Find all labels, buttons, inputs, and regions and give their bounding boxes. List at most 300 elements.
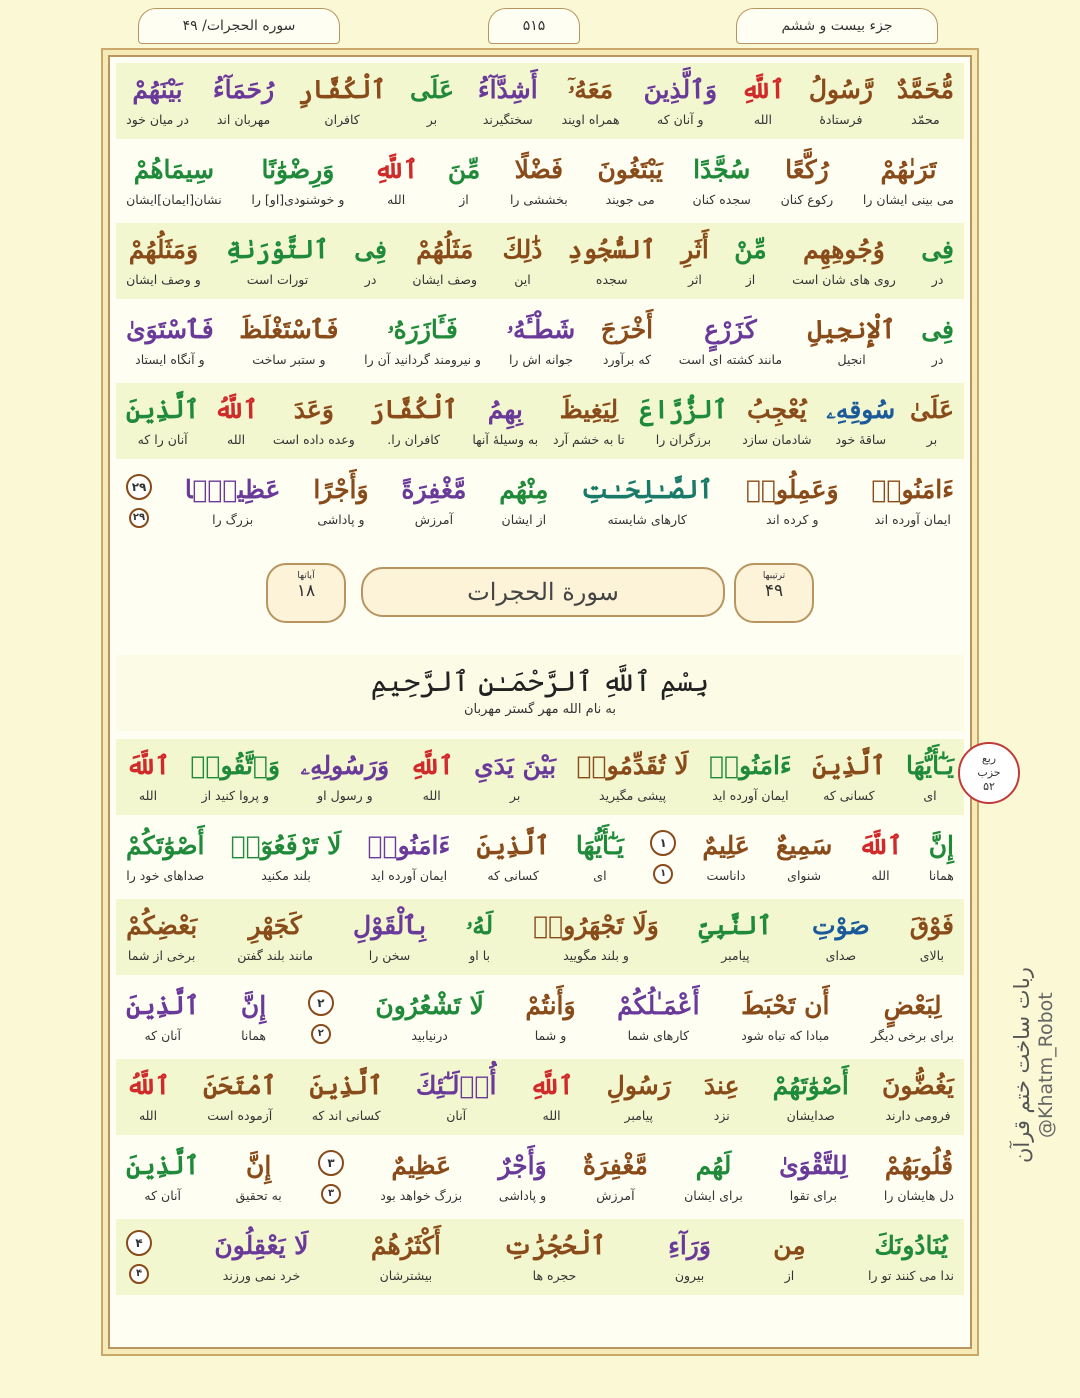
word-pair: [126, 819, 205, 895]
surah-verses-box: آیاتها ۱۸: [266, 563, 346, 623]
persian-translation: رکوع کنان: [780, 192, 834, 207]
persian-translation: کافران را.: [387, 432, 440, 447]
persian-translation: همانا: [928, 868, 954, 883]
persian-translation: و شما: [534, 1028, 567, 1043]
persian-translation: و پروا کنید از: [201, 788, 269, 803]
word-pair: [530, 1059, 574, 1135]
arabic-word: ٱلْحُجُرَٰتِ: [503, 1231, 606, 1260]
verse-row: [116, 1139, 964, 1215]
arabic-word: وَعَمِلُوا۟: [745, 475, 839, 504]
word-pair: [375, 979, 484, 1055]
arabic-word: عَظِيمٌ: [391, 1151, 452, 1180]
arabic-word: فِى: [921, 315, 954, 344]
persian-translation: در: [931, 272, 944, 287]
word-pair: [568, 223, 656, 299]
persian-translation: نزد: [713, 1108, 730, 1123]
persian-translation: ندا می کنند تو را: [867, 1268, 954, 1283]
arabic-word: فِى: [354, 235, 387, 264]
word-pair: [499, 463, 548, 539]
persian-translation: حجره ها: [532, 1268, 577, 1283]
persian-translation: پیامبر: [624, 1108, 653, 1123]
word-pair: [812, 899, 870, 975]
arabic-word: ٱلَّذِينَ: [309, 1071, 383, 1100]
surah-verses: ۱۸: [296, 581, 316, 601]
persian-translation: مانند بلند گفتن: [237, 948, 314, 963]
word-pair: [237, 899, 313, 975]
arabic-word: فَـَٔازَرَهُۥ: [387, 315, 458, 344]
juz-label: جزء بیست و ششم: [736, 8, 938, 44]
verse-row: [116, 223, 964, 299]
arabic-word: ٱلَّذِينَ: [126, 1151, 200, 1180]
persian-translation: بالای: [919, 948, 944, 963]
word-pair: [301, 739, 390, 815]
persian-translation: مبادا که تباه شود: [741, 1028, 830, 1043]
persian-translation: در میان خود: [126, 112, 189, 127]
arabic-word: مِّنْ: [734, 235, 767, 264]
persian-translation: صدایشان: [786, 1108, 835, 1123]
persian-translation: بخششی را: [509, 192, 568, 207]
persian-translation: و کرده اند: [766, 512, 819, 527]
word-pair: [859, 819, 903, 895]
persian-translation: آنان که: [144, 1028, 182, 1043]
word-pair: [699, 899, 772, 975]
word-pair: [273, 383, 355, 459]
arabic-word: ٱلَّذِينَ: [812, 751, 886, 780]
persian-translation: درنیابید: [411, 1028, 448, 1043]
arabic-word: أَخْرَجَ: [600, 315, 654, 344]
arabic-word: فَٱسْتَغْلَظَ: [239, 315, 339, 344]
surah-title: سورة الحجرات: [361, 567, 725, 617]
persian-translation: بر: [509, 788, 521, 803]
verse-row: [116, 739, 964, 815]
arabic-word: مَعَهُۥٓ: [568, 75, 614, 104]
arabic-word: ٱللَّهِ: [409, 751, 454, 780]
word-pair: [921, 223, 954, 299]
arabic-word: وَلَا تَجْهَرُوا۟: [533, 911, 659, 940]
arabic-word: وَأَجْرًا: [313, 475, 369, 504]
persian-translation: آمرزش: [414, 512, 454, 527]
arabic-word: ٱلزُّرَّاعَ: [639, 395, 728, 424]
arabic-word: ٱلصَّـٰلِحَـٰتِ: [581, 475, 714, 504]
persian-translation: تورات است: [246, 272, 309, 287]
persian-translation: مهربان اند: [216, 112, 271, 127]
bismillah-translation: به نام الله مهر گستر مهربان: [464, 702, 616, 717]
arabic-word: فَوْقَ: [909, 911, 954, 940]
persian-translation: می جویند: [605, 192, 655, 207]
arabic-word: يَـٰٓأَيُّهَا: [575, 831, 624, 860]
word-pair: [781, 143, 834, 219]
persian-translation: سخن را: [368, 948, 411, 963]
word-pair: [809, 63, 873, 139]
persian-translation: و پاداشی: [498, 1188, 547, 1203]
arabic-word: يُعْجِبُ: [747, 395, 807, 424]
word-pair: [533, 899, 659, 975]
arabic-word: ٱللَّهُ: [126, 1071, 170, 1100]
word-pair: [773, 1059, 849, 1135]
arabic-word: ذَٰلِكَ: [502, 235, 543, 264]
word-pair: [607, 1059, 671, 1135]
arabic-word: إِنَّ: [246, 1151, 272, 1180]
surah-order-box: ترتیبها ۴۹: [734, 563, 814, 623]
persian-translation: شنوای: [787, 868, 822, 883]
ayah-number: ۱: [650, 830, 676, 856]
word-pair: [871, 979, 954, 1055]
persian-translation: آزموده است: [207, 1108, 273, 1123]
arabic-word: وَأَجْرٌ: [498, 1151, 547, 1180]
bismillah: [116, 655, 964, 731]
persian-translation: محمّد: [911, 112, 940, 127]
arabic-word: مَّغْفِرَةٌ: [582, 1151, 648, 1180]
watermark-title: ربات ساخت ختم قرآن: [1010, 967, 1034, 1163]
arabic-word: أَشِدَّآءُ: [477, 75, 538, 104]
persian-translation: کارهای شما: [627, 1028, 690, 1043]
arabic-word: أَكْثَرُهُمْ: [370, 1231, 441, 1260]
persian-translation: همانا: [241, 1028, 267, 1043]
word-pair: [416, 1059, 497, 1135]
word-pair: [226, 223, 329, 299]
arabic-word: شَطْـَٔهُۥ: [506, 315, 576, 344]
word-pair: [679, 303, 782, 379]
arabic-word: لَا تَشْعُرُونَ: [375, 991, 484, 1020]
word-pair: [617, 979, 699, 1055]
page-number: ۵۱۵: [488, 8, 580, 44]
surah-banner: [116, 549, 964, 637]
word-pair: [203, 1059, 276, 1135]
arabic-word: صَوْتِ: [812, 911, 870, 940]
arabic-word: ٱلنَّبِىِّ: [698, 911, 773, 940]
persian-translation: بیرون: [674, 1268, 705, 1283]
persian-translation: وعده داده است: [272, 432, 355, 447]
arabic-word: فَٱسْتَوَىٰ: [126, 315, 214, 344]
arabic-word: كَجَهْرِ: [248, 911, 302, 940]
persian-translation: ای: [923, 788, 937, 803]
persian-translation: که برآورد: [602, 352, 652, 367]
persian-translation: و ستبر ساخت: [252, 352, 326, 367]
word-pair: [742, 383, 811, 459]
arabic-word: وَأَنتُمْ: [525, 991, 576, 1020]
verse-row: [116, 1219, 964, 1295]
word-pair: [910, 899, 954, 975]
word-pair: [214, 1219, 308, 1295]
verse-row: [116, 63, 964, 139]
persian-translation: و رسول او: [317, 788, 373, 803]
verse-rows-bottom: [110, 739, 970, 1299]
arabic-word: سَمِيعٌ: [776, 831, 833, 860]
arabic-word: ٱللَّهِ: [740, 75, 785, 104]
word-pair: [239, 303, 338, 379]
word-pair: [474, 739, 556, 815]
arabic-word: سُوقِهِۦ: [826, 395, 896, 424]
word-pair: [746, 463, 839, 539]
surah-order: ۴۹: [764, 581, 784, 601]
persian-translation: روی های شان است: [792, 272, 896, 287]
persian-translation: و نیرومند گردانید آن را: [364, 352, 482, 367]
watermark: [1010, 880, 1070, 1250]
word-pair: [863, 143, 954, 219]
arabic-word: ءَامَنُوا۟: [871, 475, 954, 504]
word-pair: [884, 1139, 954, 1215]
persian-translation: ایمان آورده اند: [874, 512, 951, 527]
persian-translation: بلند مکنید: [261, 868, 311, 883]
word-pair: [354, 223, 387, 299]
word-pair: [412, 223, 477, 299]
word-pair: [773, 1219, 805, 1295]
arabic-word: فِى: [921, 235, 954, 264]
persian-translation: مانند کشته ای است: [678, 352, 783, 367]
verse-row: [116, 819, 964, 895]
persian-translation: برای ایشان: [684, 1188, 743, 1203]
persian-translation: الله: [871, 868, 890, 883]
word-pair: [741, 979, 829, 1055]
arabic-word: مِنْهُم: [499, 475, 549, 504]
hizb-marker: ربع حزب ۵۲: [958, 742, 1020, 804]
word-pair: [929, 819, 954, 895]
arabic-word: لَا تُقَدِّمُوا۟: [576, 751, 689, 780]
word-pair: [597, 143, 662, 219]
arabic-word: وَعَدَ: [293, 395, 334, 424]
ayah-number-marker: [308, 979, 334, 1055]
arabic-word: بَيْنَهُمْ: [132, 75, 183, 104]
ayah-number-small: ۱: [653, 864, 673, 884]
word-pair: [374, 143, 418, 219]
arabic-word: يُنَادُونَكَ: [874, 1231, 948, 1260]
word-pair: [779, 1139, 848, 1215]
arabic-word: يَبْتَغُونَ: [597, 155, 663, 184]
word-pair: [126, 143, 222, 219]
persian-translation: ایمان آورده اید: [370, 868, 448, 883]
word-pair: [126, 303, 214, 379]
word-pair: [231, 819, 342, 895]
word-pair: [410, 739, 454, 815]
word-pair: [126, 223, 201, 299]
persian-translation: کسانی که: [487, 868, 539, 883]
arabic-word: قُلُوبَهُمْ: [884, 1151, 954, 1180]
arabic-word: ءَامَنُوا۟: [367, 831, 451, 860]
persian-translation: الله: [138, 1108, 158, 1123]
word-pair: [776, 819, 832, 895]
persian-translation: پیشی مگیرید: [599, 788, 667, 803]
persian-translation: و بلند مگویید: [563, 948, 629, 963]
arabic-word: عَظِيمًۢا: [184, 475, 281, 504]
word-pair: [553, 383, 625, 459]
arabic-word: أَعْمَـٰلُكُمْ: [617, 991, 700, 1020]
persian-translation: خرد نمی ورزند: [222, 1268, 301, 1283]
quran-page: [108, 55, 972, 1349]
arabic-word: ٱلَّذِينَ: [476, 831, 550, 860]
arabic-word: رُكَّعًا: [785, 155, 829, 184]
persian-translation: آمرزش: [596, 1188, 635, 1203]
arabic-word: أَصْوَٰتَهُمْ: [772, 1071, 849, 1100]
persian-translation: دل هایشان را: [883, 1188, 954, 1203]
arabic-word: بِهِمُ: [487, 395, 523, 424]
verse-row: [116, 303, 964, 379]
arabic-word: ٱلتَّوْرَىٰةِ: [226, 235, 329, 264]
arabic-word: ٱللَّهَ: [858, 831, 903, 860]
verse-row: [116, 899, 964, 975]
arabic-word: أَصْوَٰتَكُمْ: [126, 831, 205, 860]
arabic-word: وَمَثَلُهُمْ: [128, 235, 199, 264]
word-pair: [472, 383, 538, 459]
persian-translation: بیشترشان: [379, 1268, 433, 1283]
arabic-word: وَرِضْوَٰنًا: [261, 155, 335, 184]
arabic-word: وَٱتَّقُوا۟: [190, 751, 281, 780]
arabic-word: لَا تَرْفَعُوٓا۟: [230, 831, 342, 860]
persian-translation: بر: [426, 112, 438, 127]
word-pair: [826, 383, 895, 459]
word-pair: [601, 303, 653, 379]
arabic-word: يَـٰٓأَيُّهَا: [906, 751, 954, 780]
word-pair: [868, 1219, 954, 1295]
word-pair: [236, 1139, 282, 1215]
word-pair: [681, 223, 709, 299]
arabic-word: ٱلْكُفَّارَ: [369, 395, 458, 424]
arabic-word: بِٱلْقَوْلِ: [353, 911, 426, 940]
persian-translation: داناست: [706, 868, 746, 883]
persian-translation: الله: [542, 1108, 561, 1123]
word-pair: [684, 1139, 743, 1215]
word-pair: [380, 1139, 462, 1215]
arabic-word: لَهُم: [695, 1151, 732, 1180]
arabic-word: ٱللَّهُ: [214, 395, 259, 424]
arabic-word: مَّغْفِرَةً: [401, 475, 467, 504]
word-pair: [478, 63, 538, 139]
word-pair: [510, 143, 568, 219]
persian-translation: آنان را که: [137, 432, 188, 447]
word-pair: [639, 383, 727, 459]
arabic-word: وُجُوهِهِم: [803, 235, 885, 264]
persian-translation: برای برخی دیگر: [871, 1028, 954, 1043]
ayah-number-small: ۴: [129, 1264, 149, 1284]
arabic-word: أَن تَحْبَطَ: [741, 991, 830, 1020]
ayah-number: ۲۹: [126, 474, 152, 500]
persian-translation: در: [931, 352, 944, 367]
ayah-number: ۳: [318, 1150, 344, 1176]
persian-translation: با او: [469, 948, 491, 963]
persian-translation: کارهای شایسته: [607, 512, 687, 527]
persian-translation: الله: [138, 788, 158, 803]
persian-translation: الله: [422, 788, 441, 803]
arabic-word: ٱلسُّجُودِ: [567, 235, 656, 264]
word-pair: [734, 223, 766, 299]
word-pair: [702, 819, 749, 895]
persian-translation: و آنگاه ایستاد: [135, 352, 205, 367]
arabic-word: مَثَلُهُمْ: [416, 235, 474, 264]
arabic-word: ٱلْكُفَّارِ: [298, 75, 387, 104]
persian-translation: در: [364, 272, 377, 287]
arabic-word: عَلِيمٌ: [702, 831, 750, 860]
word-pair: [503, 1219, 606, 1295]
persian-translation: از ایشان: [501, 512, 547, 527]
word-pair: [906, 739, 954, 815]
arabic-word: كَزَرْعٍ: [704, 315, 757, 344]
word-pair: [792, 223, 896, 299]
word-pair: [410, 63, 454, 139]
persian-translation: سجده: [595, 272, 628, 287]
arabic-word: ٱللَّهِ: [374, 155, 419, 184]
arabic-word: مِّنَ: [447, 155, 481, 184]
arabic-word: إِنَّ: [928, 831, 954, 860]
persian-translation: و پاداشی: [317, 512, 365, 527]
persian-translation: برخی از شما: [127, 948, 196, 963]
ayah-number-marker: [650, 819, 676, 895]
ayah-number: ۲: [308, 990, 334, 1016]
ayah-number-small: ۳: [321, 1184, 341, 1204]
arabic-word: إِنَّ: [240, 991, 267, 1020]
persian-translation: بزرگ را: [212, 512, 254, 527]
persian-translation: فرومی دارند: [885, 1108, 951, 1123]
word-pair: [507, 303, 575, 379]
word-pair: [576, 819, 624, 895]
ayah-number-small: ۲: [311, 1024, 331, 1044]
persian-translation: پیامبر: [721, 948, 750, 963]
persian-translation: بر: [926, 432, 938, 447]
surah-label: سوره الحجرات/ ۴۹: [138, 8, 340, 44]
persian-translation: ای: [593, 868, 607, 883]
arabic-word: وَٱلَّذِينَ: [643, 75, 718, 104]
verse-row: [116, 463, 964, 539]
word-pair: [368, 819, 451, 895]
word-pair: [668, 1219, 711, 1295]
verse-row: [116, 1059, 964, 1135]
persian-translation: و خوشنودی[او] را: [251, 192, 345, 207]
arabic-word: ٱمْتَحَنَ: [203, 1071, 277, 1100]
arabic-word: أُو۟لَـٰٓئِكَ: [415, 1071, 497, 1100]
word-pair: [583, 1139, 648, 1215]
persian-translation: صدای: [825, 948, 857, 963]
word-pair: [562, 63, 620, 139]
persian-translation: انجیل: [837, 352, 866, 367]
verse-row: [116, 979, 964, 1055]
word-pair: [213, 63, 274, 139]
word-pair: [214, 383, 258, 459]
persian-translation: و وصف ایشان: [126, 272, 201, 287]
persian-translation: همراه اویند: [561, 112, 620, 127]
arabic-word: ٱلْإِنجِيلِ: [807, 315, 896, 344]
arabic-word: ءَامَنُوا۟: [709, 751, 792, 780]
word-pair: [313, 463, 368, 539]
ayah-number-small: ۲۹: [129, 508, 149, 528]
word-pair: [644, 63, 717, 139]
persian-translation: جوانه اش را: [508, 352, 573, 367]
arabic-word: وَرَسُولِهِۦ: [300, 751, 390, 780]
persian-translation: الله: [227, 432, 246, 447]
persian-translation: الله: [387, 192, 406, 207]
word-pair: [897, 63, 954, 139]
persian-translation: سختگیرند: [482, 112, 533, 127]
arabic-word: رَسُولِ: [606, 1071, 671, 1100]
persian-translation: شادمان سازد: [742, 432, 812, 447]
word-pair: [310, 1059, 383, 1135]
arabic-word: عَلَىٰ: [909, 395, 954, 424]
verse-rows-top: [110, 63, 970, 543]
arabic-word: عِندَ: [703, 1071, 740, 1100]
arabic-word: مِن: [773, 1231, 806, 1260]
arabic-word: لِبَعْضٍ: [883, 991, 942, 1020]
word-pair: [370, 383, 458, 459]
persian-translation: این: [514, 272, 531, 287]
arabic-word: عَلَى: [409, 75, 454, 104]
word-pair: [704, 1059, 740, 1135]
bismillah-arabic: بِسْمِ ٱللَّهِ ٱلرَّحْمَـٰنِ ٱلرَّحِيمِ: [370, 665, 710, 698]
word-pair: [709, 739, 792, 815]
word-pair: [498, 1139, 546, 1215]
word-pair: [476, 819, 549, 895]
arabic-word: وَرَآءِ: [668, 1231, 711, 1260]
arabic-word: أَثَرِ: [681, 235, 709, 264]
ayah-number: ۴: [126, 1230, 152, 1256]
persian-translation: آنان: [446, 1108, 467, 1123]
arabic-word: سُجَّدًا: [693, 155, 751, 184]
